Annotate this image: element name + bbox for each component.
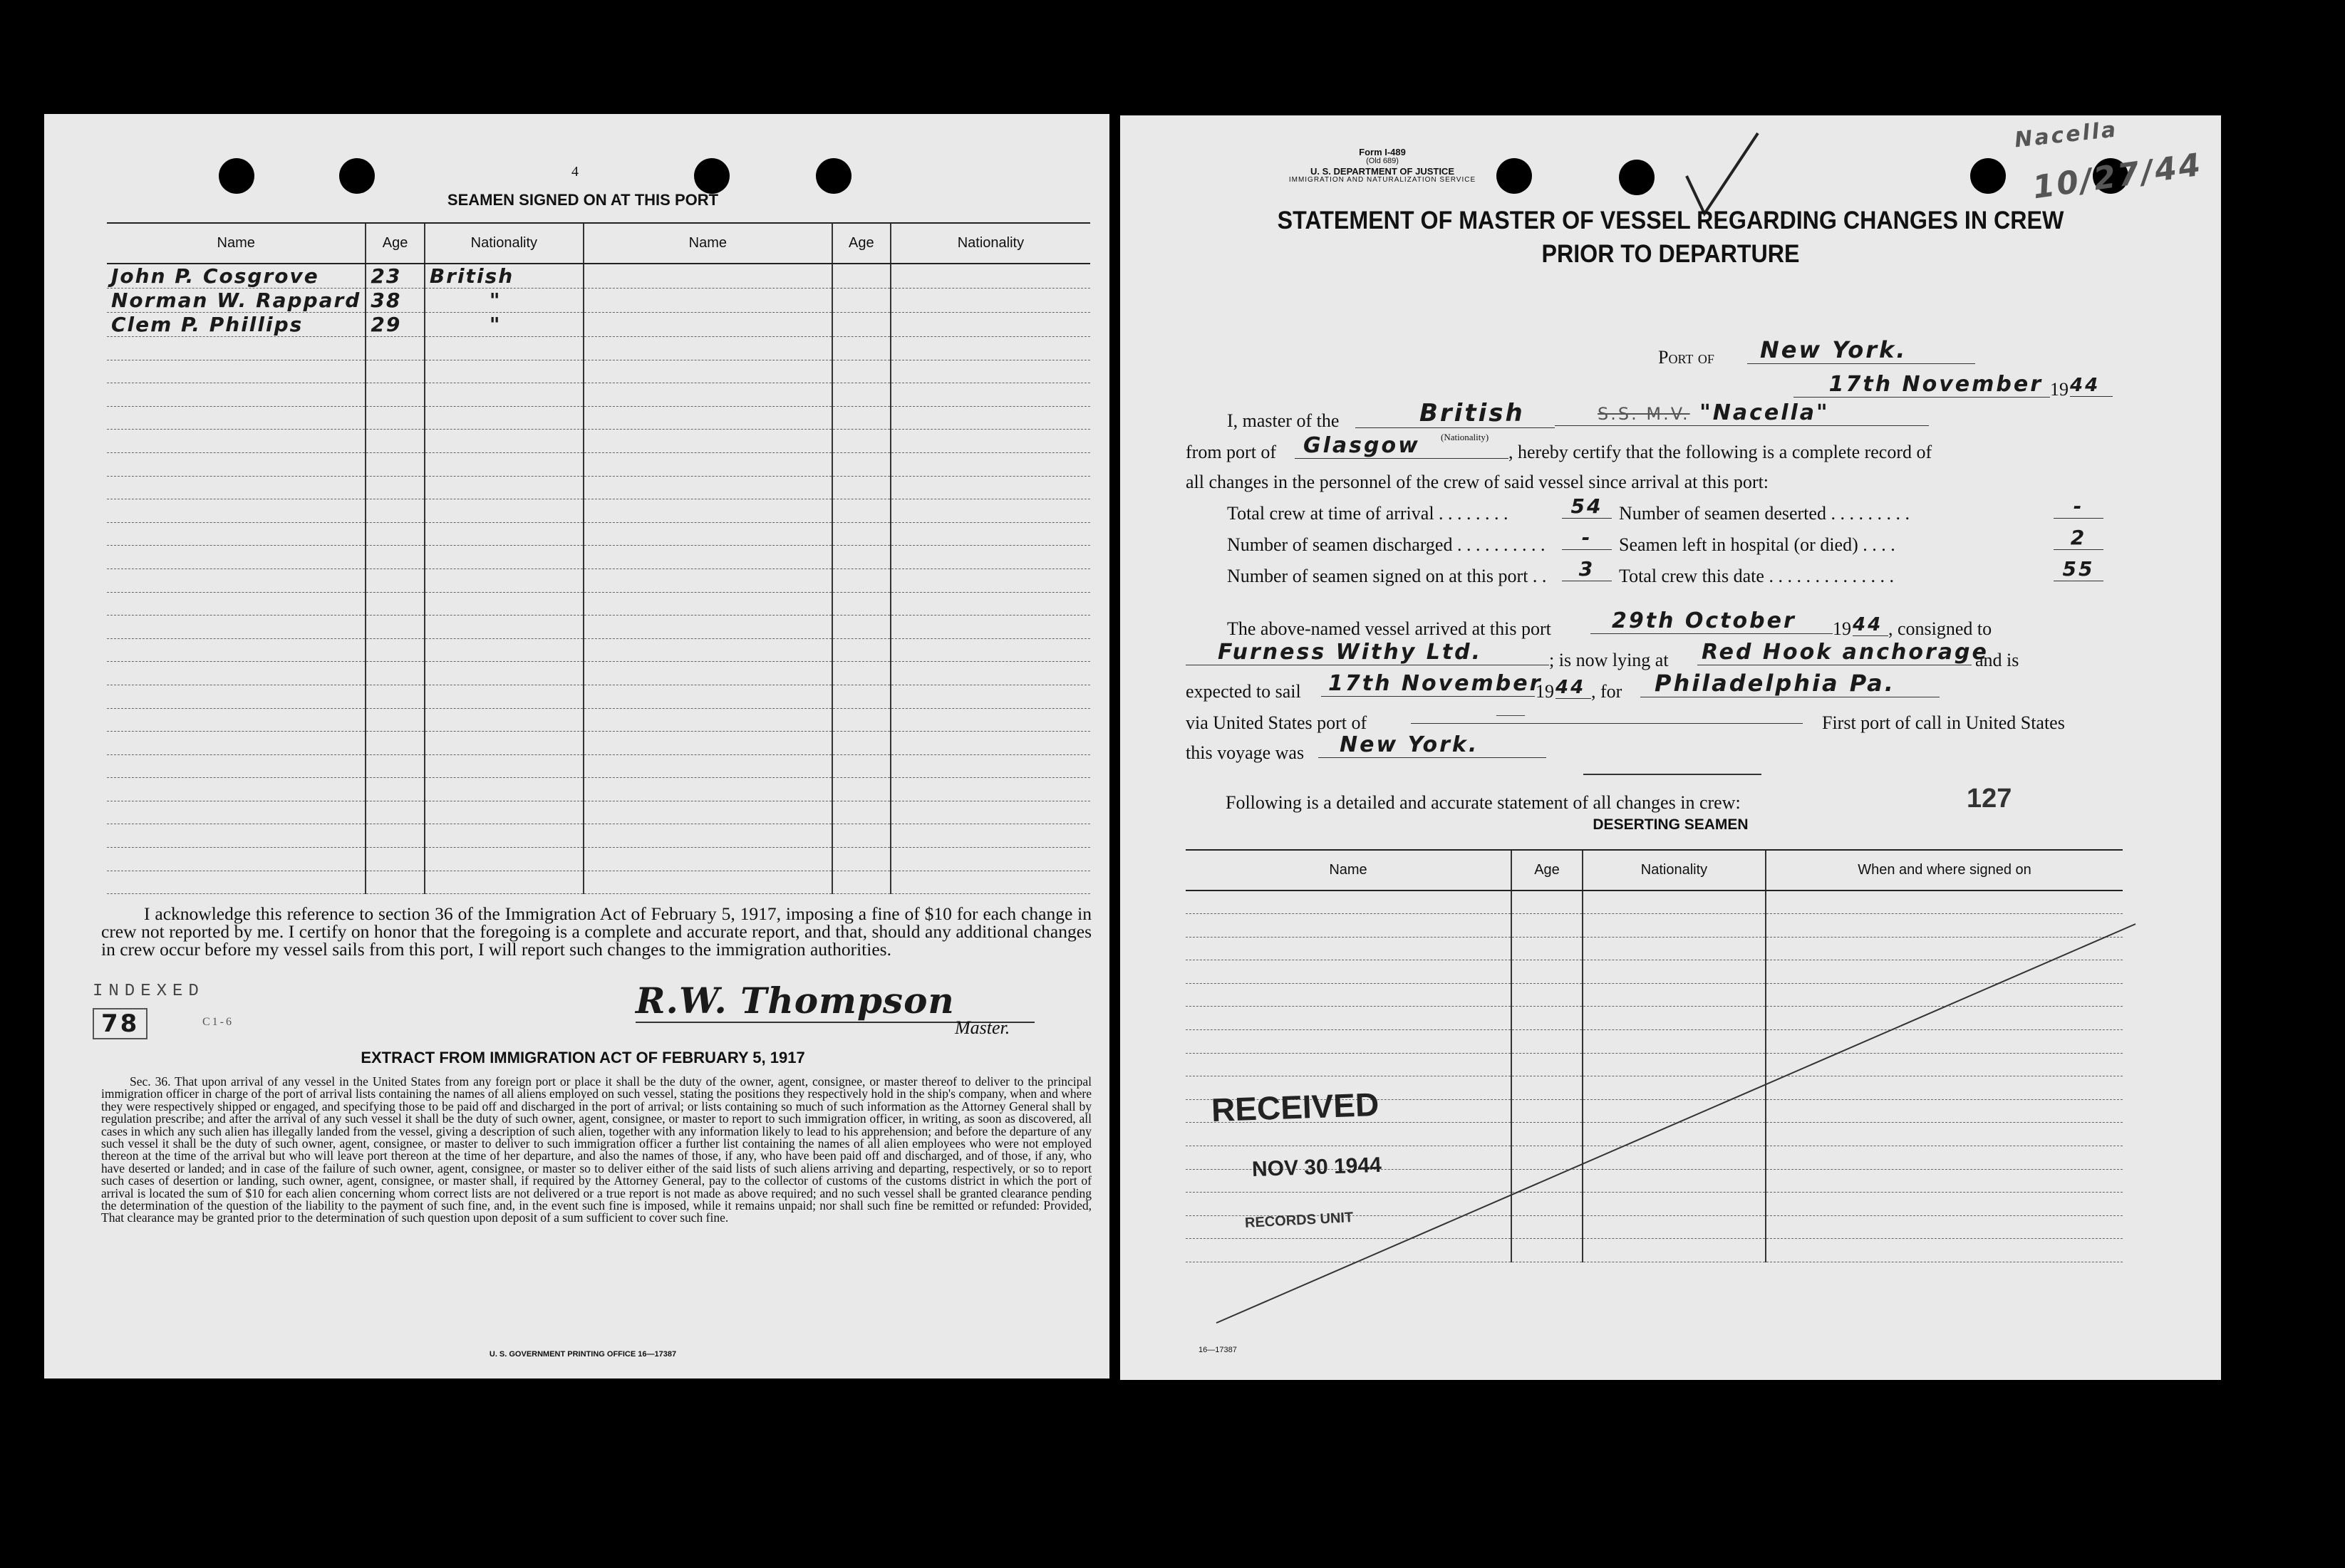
seaman-age: 29 (366, 313, 424, 337)
empty-cell (891, 824, 1090, 848)
date-year: 44 (2070, 375, 2113, 397)
and-is-text: and is (1975, 650, 2019, 670)
stat-row: Total crew at time of arrival . . . . . . . . (1227, 503, 1508, 524)
serial-number: 127 (1967, 784, 2012, 814)
printer-line: U. S. GOVERNMENT PRINTING OFFICE 16—17387 (489, 1350, 677, 1359)
empty-cell (891, 754, 1090, 778)
empty-cell (425, 732, 584, 755)
empty-cell (425, 546, 584, 569)
empty-cell (584, 360, 832, 383)
empty-cell (832, 754, 891, 778)
form-footer: 16—17387 (1199, 1346, 1237, 1354)
empty-cell (425, 360, 584, 383)
empty-cell (366, 360, 424, 383)
empty-cell (832, 430, 891, 453)
empty-cell (832, 871, 891, 894)
empty-cell (1583, 891, 1766, 914)
empty-cell (891, 708, 1090, 732)
column-header: Nationality (425, 224, 584, 264)
empty-cell (425, 568, 584, 592)
table-row (107, 638, 1090, 662)
arrived-label: The above-named vessel arrived at this port (1227, 618, 1551, 639)
empty-cell (891, 778, 1090, 801)
stat-deserted: - (2054, 494, 2103, 519)
consignee-value: Furness Withy Ltd. (1186, 640, 1549, 665)
table-row (107, 848, 1090, 871)
empty-cell (366, 754, 424, 778)
empty-cell (366, 592, 424, 616)
empty-cell (891, 337, 1090, 360)
empty-cell (832, 638, 891, 662)
seaman-age: 23 (366, 264, 424, 289)
stat-label: Number of seamen discharged (1227, 534, 1453, 555)
table-row (107, 778, 1090, 801)
empty-cell (832, 383, 891, 407)
empty-cell (425, 638, 584, 662)
sail-year: 44 (1555, 677, 1591, 699)
column-header: Nationality (1583, 851, 1766, 891)
column-header: Age (366, 224, 424, 264)
table-row (107, 289, 1090, 313)
empty-cell (107, 452, 366, 476)
extract-text: Sec. 36. That upon arrival of any vessel in the United States from any foreign port or place it shall be the duty of the owner, agent, consignee, or master thereof to deliver to the principal immigration officer in charge of the port of arrival lists containing the names of all aliens employed on such vessel, stating the positions they respectively hold in the ship's company, when and where they were respectively shipped or engaged, and specifying those to be paid off and discharged in the port of arrival; or lists containing so much of such information as the Attorney General shall by regulation prescribe; and after the arrival of any such vessel it shall be the duty of such owner, agent, consignee, or master to report to such immigration officer, in writing, as soon as discovered, all cases in which any such alien has illegally landed from the vessel, giving a description of such alien, together with any information likely to lead to his apprehension; and before the departure of any such vessel it shall be the duty of such owner, agent, consignee, or master to deliver to such immigration officer a further list containing the names of all alien employees who were not employed thereon at the time of the arrival but who will leave port thereon at the time of her departure, and also the names of those, if any, who have been paid off and discharged, and of those, if any, who have deserted or landed; and in case of the failure of such owner, agent, consignee, or master so to deliver either of the said lists of such aliens arriving and departing, respectively, or so to report such cases of desertion or landing, such owner, agent, consignee, or master shall, if required by the Attorney General, pay to the collector of customs of the customs district in which the port of arrival is located the sum of $10 for each alien concerning whom correct lists are not delivered or a true report is not made as above required; and no such vessel shall be granted clearance pending the determination of the question of the liability to the payment of such fine, and, in the event such fine is imposed, while it remains unpaid; nor shall such fine be remitted or refunded: Provided, That clearance may be granted prior to the determination of such question upon deposit of a sum sufficient to cover such fine. (101, 1074, 1092, 1225)
punch-hole (1970, 158, 2006, 194)
stat-label: Seamen left in hospital (or died) (1619, 534, 1858, 555)
empty-cell (584, 383, 832, 407)
stat-row: Seamen left in hospital (or died) . . . . (1619, 534, 1895, 555)
empty-cell (584, 568, 832, 592)
empty-cell (425, 476, 584, 499)
corner-note-vessel: Nacella (2013, 117, 2119, 153)
port-value: New York. (1747, 336, 1975, 364)
empty-cell (584, 778, 832, 801)
lying-at-value: Red Hook anchorage (1697, 640, 1972, 665)
destination-value: Philadelphia Pa. (1640, 670, 1940, 697)
empty-cell (832, 708, 891, 732)
seaman-age: 38 (366, 289, 424, 313)
empty-cell (107, 708, 366, 732)
stat-discharged: - (1562, 526, 1612, 550)
empty-cell (832, 778, 891, 801)
empty-cell (107, 430, 366, 453)
empty-cell (584, 616, 832, 639)
empty-cell (891, 848, 1090, 871)
empty-cell (366, 499, 424, 523)
empty-cell (891, 452, 1090, 476)
empty-cell (366, 522, 424, 546)
empty-cell (584, 337, 832, 360)
empty-cell (107, 848, 366, 871)
stat-total-arrival: 54 (1562, 494, 1612, 519)
column-header: Name (1186, 851, 1511, 891)
empty-cell (366, 430, 424, 453)
signed-on-heading: SEAMEN SIGNED ON AT THIS PORT (447, 191, 719, 209)
empty-cell (107, 801, 366, 824)
first-port-label: First port of call in United States (1822, 712, 2065, 733)
master-signature: R.W. Thompson (636, 980, 1035, 1023)
first-port-value: New York. (1318, 732, 1546, 758)
empty-cell (584, 546, 832, 569)
empty-cell (832, 264, 891, 289)
punch-hole (339, 158, 375, 194)
table-row (107, 616, 1090, 639)
form-subtitle: PRIOR TO DEPARTURE (1541, 240, 1800, 268)
table-row (107, 592, 1090, 616)
empty-cell (832, 313, 891, 337)
seaman-name: John P. Cosgrove (107, 264, 366, 289)
stat-signed-on: 3 (1562, 557, 1612, 581)
records-unit-stamp: RECORDS UNIT (1244, 1210, 1354, 1231)
table-row (107, 824, 1090, 848)
empty-cell (366, 337, 424, 360)
empty-cell (107, 778, 366, 801)
empty-cell (425, 871, 584, 894)
empty-cell (366, 685, 424, 708)
seaman-nationality: British (425, 264, 584, 289)
stat-row: Total crew this date . . . . . . . . . . . . . . (1619, 566, 1894, 586)
empty-cell (425, 754, 584, 778)
empty-cell (584, 452, 832, 476)
empty-cell (366, 848, 424, 871)
table-row (107, 662, 1090, 685)
vessel-type: S.S. M.V. (1598, 404, 1690, 424)
empty-cell (107, 754, 366, 778)
empty-cell (891, 360, 1090, 383)
column-header: Name (107, 224, 366, 264)
table-row (107, 568, 1090, 592)
table-row (107, 546, 1090, 569)
arrived-year-prefix: 19 (1833, 618, 1851, 639)
empty-cell (425, 848, 584, 871)
table-row (107, 264, 1090, 289)
empty-cell (891, 616, 1090, 639)
punch-hole (816, 158, 851, 194)
vessel-name: "Nacella" (1699, 400, 1830, 425)
empty-cell (425, 406, 584, 430)
stat-row: Number of seamen discharged . . . . . . . . . . (1227, 534, 1546, 555)
service-name: IMMIGRATION AND NATURALIZATION SERVICE (1288, 176, 1476, 184)
table-row (107, 871, 1090, 894)
changes-text: all changes in the personnel of the crew of said vessel since arrival at this port: (1186, 472, 1769, 492)
empty-cell (891, 801, 1090, 824)
empty-cell (832, 662, 891, 685)
empty-cell (584, 264, 832, 289)
empty-cell (584, 430, 832, 453)
empty-cell (584, 732, 832, 755)
year-prefix: 19 (2050, 379, 2069, 400)
via-label: via United States port of (1186, 712, 1367, 733)
column-header: When and where signed on (1766, 851, 2123, 891)
empty-cell (366, 476, 424, 499)
master-label: Master. (955, 1017, 1010, 1038)
empty-cell (832, 848, 891, 871)
table-row (107, 685, 1090, 708)
empty-cell (107, 592, 366, 616)
table-row (107, 313, 1090, 337)
empty-cell (107, 522, 366, 546)
stat-label: Number of seamen signed on at this port (1227, 566, 1528, 586)
empty-cell (107, 499, 366, 523)
nationality-caption: (Nationality) (1441, 432, 1489, 442)
empty-cell (891, 662, 1090, 685)
empty-cell (832, 360, 891, 383)
column-header: Nationality (891, 224, 1090, 264)
divider (1583, 774, 1761, 775)
column-header: Age (1511, 851, 1583, 891)
empty-cell (584, 499, 832, 523)
empty-cell (366, 616, 424, 639)
empty-cell (584, 754, 832, 778)
empty-cell (832, 685, 891, 708)
empty-cell (107, 824, 366, 848)
master-of-label: I, master of the (1227, 410, 1340, 431)
deserting-heading: DESERTING SEAMEN (1593, 816, 1749, 833)
sail-year-prefix: 19 (1536, 681, 1554, 702)
empty-cell (366, 871, 424, 894)
empty-cell (891, 568, 1090, 592)
empty-cell (584, 592, 832, 616)
for-label: , for (1591, 681, 1622, 702)
table-row (107, 430, 1090, 453)
form-old-number: (Old 689) (1366, 157, 1399, 165)
seaman-nationality: " (425, 289, 584, 313)
empty-cell (891, 732, 1090, 755)
table-row (107, 337, 1090, 360)
empty-cell (891, 592, 1090, 616)
table-row (107, 476, 1090, 499)
empty-cell (832, 522, 891, 546)
table-row (107, 383, 1090, 407)
empty-cell (584, 313, 832, 337)
empty-cell (107, 476, 366, 499)
empty-cell (366, 708, 424, 732)
stat-hospital: 2 (2054, 526, 2103, 550)
empty-cell (425, 708, 584, 732)
this-voyage-label: this voyage was (1186, 742, 1305, 763)
empty-cell (366, 778, 424, 801)
empty-cell (366, 662, 424, 685)
form-title: STATEMENT OF MASTER OF VESSEL REGARDING CHANGES IN CREW (1277, 207, 2064, 234)
empty-cell (366, 546, 424, 569)
empty-cell (891, 264, 1090, 289)
right-page (1120, 115, 2221, 1380)
empty-cell (1511, 891, 1583, 914)
empty-cell (832, 499, 891, 523)
seaman-name: Clem P. Phillips (107, 313, 366, 337)
acknowledgement-text: I acknowledge this reference to section 36 of the Immigration Act of February 5, 1917, imposing a fine of $10 for each change in crew not reported by me. I certify on honor that the foregoing is a complete and accurate report, and that, should any additional changes in crew occur before my vessel sails from this port, I will report such changes to the immigration authorities. (101, 903, 1092, 960)
indexed-number: 78 (93, 1008, 147, 1039)
vessel-name-line (1555, 400, 1929, 426)
empty-cell (832, 452, 891, 476)
empty-cell (107, 568, 366, 592)
punch-hole (1619, 160, 1655, 195)
arrived-year: 44 (1853, 614, 1888, 636)
certify-text: , hereby certify that the following is a complete record of (1508, 442, 1932, 462)
empty-cell (107, 383, 366, 407)
seaman-name: Norman W. Rappard (107, 289, 366, 313)
column-header: Age (832, 224, 891, 264)
empty-cell (107, 685, 366, 708)
stat-row: Number of seamen signed on at this port . . (1227, 566, 1547, 586)
empty-cell (366, 732, 424, 755)
empty-cell (832, 592, 891, 616)
table-row (1186, 891, 2123, 914)
empty-cell (584, 662, 832, 685)
empty-cell (891, 406, 1090, 430)
empty-cell (584, 522, 832, 546)
received-stamp: RECEIVED (1211, 1085, 1380, 1129)
empty-cell (584, 871, 832, 894)
empty-cell (366, 452, 424, 476)
empty-cell (366, 406, 424, 430)
empty-cell (891, 313, 1090, 337)
empty-cell (832, 568, 891, 592)
empty-cell (425, 801, 584, 824)
empty-cell (366, 383, 424, 407)
table-row (107, 754, 1090, 778)
empty-cell (832, 616, 891, 639)
empty-cell (1766, 891, 2123, 914)
left-page (44, 114, 1109, 1379)
expected-label: expected to sail (1186, 681, 1301, 702)
extract-heading: EXTRACT FROM IMMIGRATION ACT OF FEBRUARY 5, 1917 (361, 1049, 805, 1066)
sail-date: 17th November (1321, 671, 1535, 697)
empty-cell (425, 616, 584, 639)
empty-cell (107, 638, 366, 662)
empty-cell (891, 499, 1090, 523)
empty-cell (891, 383, 1090, 407)
punch-hole (694, 158, 730, 194)
indexed-code: C1-6 (202, 1016, 234, 1028)
indexed-stamp: INDEXED (93, 982, 205, 1001)
empty-cell (584, 824, 832, 848)
empty-cell (891, 685, 1090, 708)
page-number: 4 (571, 164, 579, 180)
empty-cell (425, 662, 584, 685)
lying-label: ; is now lying at (1549, 650, 1669, 670)
table-row (107, 360, 1090, 383)
empty-cell (584, 801, 832, 824)
seamen-signed-on-table (107, 224, 1090, 894)
empty-cell (832, 406, 891, 430)
empty-cell (425, 778, 584, 801)
empty-cell (832, 476, 891, 499)
consigned-label: , consigned to (1888, 618, 1992, 639)
empty-cell (584, 685, 832, 708)
empty-cell (425, 685, 584, 708)
department-name: U. S. DEPARTMENT OF JUSTICE (1310, 166, 1454, 177)
empty-cell (107, 337, 366, 360)
empty-cell (425, 430, 584, 453)
arrived-date: 29th October (1590, 608, 1833, 634)
table-row (107, 732, 1090, 755)
stat-total-date: 55 (2054, 557, 2103, 581)
empty-cell (425, 522, 584, 546)
stat-label: Total crew at time of arrival (1227, 503, 1434, 524)
stat-label: Total crew this date (1619, 566, 1764, 586)
empty-cell (584, 406, 832, 430)
empty-cell (366, 801, 424, 824)
empty-cell (107, 360, 366, 383)
empty-cell (832, 824, 891, 848)
empty-cell (584, 289, 832, 313)
empty-cell (107, 871, 366, 894)
empty-cell (107, 406, 366, 430)
table-row (107, 452, 1090, 476)
empty-cell (107, 662, 366, 685)
seaman-nationality: " (425, 313, 584, 337)
table-row (107, 801, 1090, 824)
empty-cell (584, 638, 832, 662)
empty-cell (425, 452, 584, 476)
empty-cell (425, 499, 584, 523)
nationality-value: British (1355, 399, 1555, 428)
following-label: Following is a detailed and accurate statement of all changes in crew: (1226, 792, 1741, 813)
empty-cell (107, 616, 366, 639)
empty-cell (832, 801, 891, 824)
empty-cell (425, 592, 584, 616)
empty-cell (891, 476, 1090, 499)
from-port-value: Glasgow (1295, 433, 1508, 459)
via-port-value: —— (1411, 707, 1803, 724)
empty-cell (891, 430, 1090, 453)
empty-cell (832, 337, 891, 360)
empty-cell (832, 732, 891, 755)
empty-cell (832, 289, 891, 313)
empty-cell (366, 568, 424, 592)
empty-cell (832, 546, 891, 569)
stat-label: Number of seamen deserted (1619, 503, 1826, 524)
received-date-stamp: NOV 30 1944 (1251, 1153, 1382, 1182)
form-number: Form I-489 (1359, 147, 1406, 157)
table-row (107, 522, 1090, 546)
empty-cell (891, 638, 1090, 662)
from-port-label: from port of (1186, 442, 1277, 462)
table-row (107, 406, 1090, 430)
empty-cell (584, 708, 832, 732)
empty-cell (891, 522, 1090, 546)
empty-cell (584, 848, 832, 871)
punch-hole (219, 158, 254, 194)
empty-cell (425, 337, 584, 360)
empty-cell (366, 824, 424, 848)
empty-cell (891, 546, 1090, 569)
date-day: 17th November (1793, 372, 2050, 398)
column-header: Name (584, 224, 832, 264)
corner-note-date: 10/27/44 (2030, 146, 2205, 207)
empty-cell (891, 289, 1090, 313)
port-label: Port of (1658, 347, 1714, 368)
empty-cell (425, 824, 584, 848)
table-row (107, 708, 1090, 732)
empty-cell (584, 476, 832, 499)
table-row (107, 499, 1090, 523)
empty-cell (107, 546, 366, 569)
stat-row: Number of seamen deserted . . . . . . . . . (1619, 503, 1910, 524)
empty-cell (1186, 891, 1511, 914)
empty-cell (366, 638, 424, 662)
empty-cell (891, 871, 1090, 894)
empty-cell (107, 732, 366, 755)
empty-cell (425, 383, 584, 407)
